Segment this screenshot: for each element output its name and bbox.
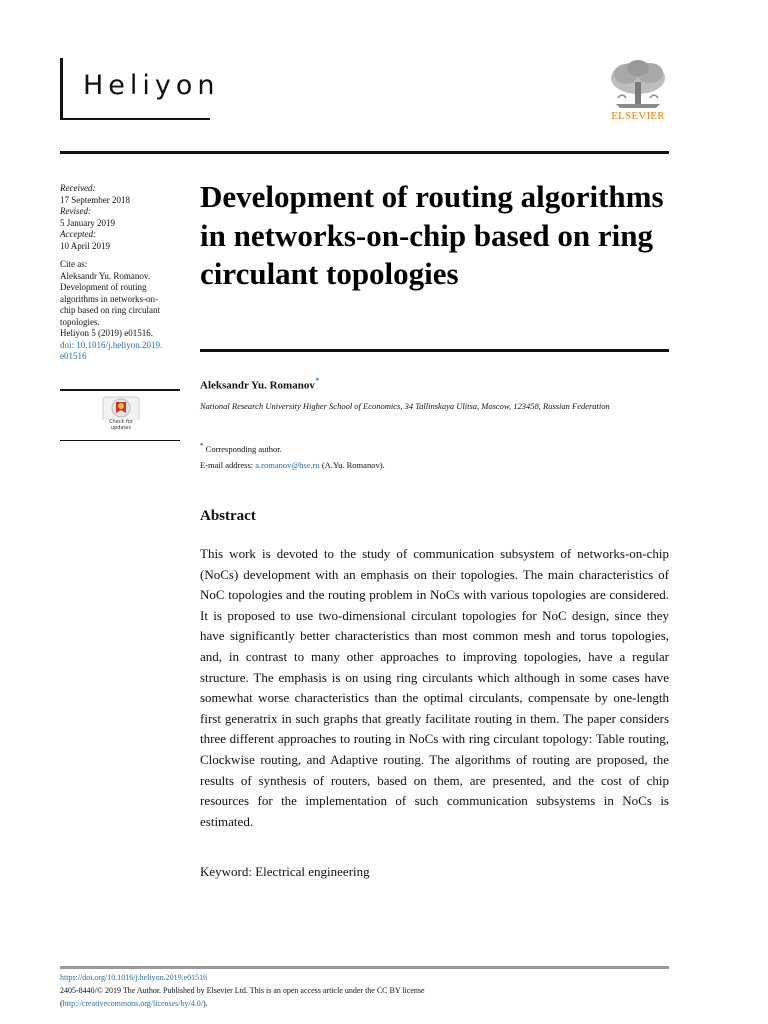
doi-link[interactable]: [60, 340, 180, 363]
footer-divider: [60, 966, 669, 969]
license-close-paren: ).: [202, 999, 208, 1008]
author-name-text: Aleksandr Yu. Romanov: [200, 379, 315, 392]
citation-line: chip based on ring circulant: [60, 305, 160, 315]
corresponding-author-note: [200, 442, 282, 454]
corresponding-text: Corresponding author.: [205, 443, 282, 454]
keyword-line: Keyword: Electrical engineering: [200, 864, 370, 879]
license-statement: 2405-8440/© 2019 The Author. Published by Elsevier Ltd. This is an open access article under the CC BY license: [60, 986, 425, 995]
citation-line: Aleksandr Yu. Romanov.: [60, 270, 151, 281]
check-updates-icon: [102, 396, 140, 420]
header-divider: [60, 151, 669, 154]
elsevier-tree-icon: [606, 58, 670, 110]
badge-text-line: Check for: [109, 419, 133, 425]
article-title: Development of routing algorithms in networks-on-chip based on ring circulant topologies: [200, 179, 664, 291]
email-link[interactable]: a.romanov@hse.ru: [255, 460, 320, 470]
license-open-paren: (: [60, 999, 63, 1008]
abstract-heading: Abstract: [200, 508, 256, 524]
corresponding-mark: *: [200, 442, 204, 450]
doi-link-line[interactable]: e01516: [60, 351, 87, 361]
journal-header-box: [60, 58, 220, 120]
citation-line: Development of routing: [60, 282, 147, 292]
doi-link-line[interactable]: doi: 10.1016/j.heliyon.2019.: [60, 339, 163, 350]
elsevier-logo: [606, 58, 670, 122]
journal-name: Heliyon: [83, 70, 220, 101]
license-link[interactable]: http://creativecommons.org/licenses/by/4.0/: [62, 999, 203, 1008]
author-name: [200, 376, 319, 392]
citation-line: topologies.: [60, 316, 100, 327]
license-link-line: [60, 997, 669, 1010]
revised-date: 5 January 2019: [60, 217, 115, 228]
email-label: E-mail address:: [200, 460, 256, 470]
footer-doi-link[interactable]: https://doi.org/10.1016/j.heliyon.2019.e01516: [60, 973, 208, 982]
cite-as-label: Cite as:: [60, 259, 88, 269]
received-date: 17 September 2018: [60, 194, 130, 205]
author-affiliation: National Research University Higher School of Economics, 34 Tallinskaya Ulitsa, Moscow, 123458, Russian Federation: [200, 401, 610, 411]
check-for-updates-badge[interactable]: [102, 396, 140, 436]
citation-line: Heliyon 5 (2019) e01516.: [60, 328, 153, 338]
email-suffix: (A.Yu. Romanov).: [319, 460, 385, 470]
revised-label: Revised:: [60, 206, 91, 216]
accepted-label: Accepted:: [60, 229, 96, 239]
badge-text-line: updates: [110, 424, 132, 431]
email-line: [200, 460, 385, 470]
accepted-date: 10 April 2019: [60, 240, 111, 251]
article-history-sidebar: [60, 183, 180, 363]
author-footnote-mark[interactable]: *: [314, 376, 320, 386]
abstract-text: This work is devoted to the study of communication subsystem of networks-on-chip (NoCs) development with an emphasis on their topologies. The main characteristics of NoC topologies and the routing problem in NoCs with various topologies are considered. It is proposed to use two-dimensional circulant topologies for NoC design, since they have significantly better characteristics than most common mesh and torus topologies, and, in contrast to many other approaches to improving topologies, have a regular structure. The emphasis is on using ring circulants which although in some cases have somewhat worse characteristics than the optimal circulants, compensate by one-length first generatrix in such graphs that greatly facilitate routing in them. The paper considers three different approaches to routing in NoCs with ring circulant topology: Table routing, Clockwise routing, and Adaptive routing. The algorithms of routing are proposed, the results of synthesis of routers, based on them, are presented, and the cost of chip resources for the implementation of such communication subsystems in NoCs is estimated.: [200, 546, 669, 829]
received-label: Received:: [60, 183, 96, 193]
elsevier-logo-text: ELSEVIER: [611, 110, 665, 122]
citation-line: algorithms in networks-on-: [60, 293, 158, 304]
sidebar-bottom-divider: [60, 440, 180, 441]
footer: [60, 971, 669, 1010]
sidebar-divider: [60, 389, 180, 391]
title-divider: [200, 349, 669, 352]
